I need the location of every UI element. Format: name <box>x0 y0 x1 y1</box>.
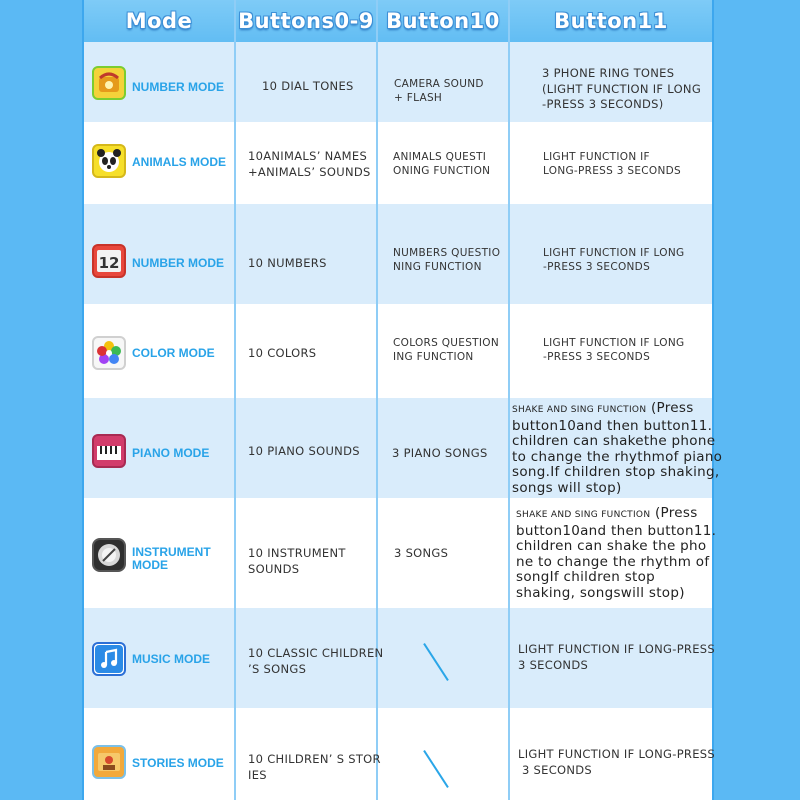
buttons-0-9-cell: 10 DIAL TONES <box>262 79 354 93</box>
button-11-cell: LIGHT FUNCTION IF LONG-PRESS 3 SECONDS <box>518 642 715 672</box>
phone-icon <box>92 66 126 100</box>
mode-label: ANIMALS MODE <box>132 155 226 169</box>
buttons-0-9-cell: 10 CHILDREN’ S STOR IES <box>248 752 381 782</box>
button-11-cell: 3 PHONE RING TONES (LIGHT FUNCTION IF LONG -PRESS 3 SECONDS) <box>542 66 702 111</box>
music-note-icon <box>92 642 126 676</box>
column-divider <box>508 0 510 800</box>
button-11-cell: LIGHT FUNCTION IF LONG -PRESS 3 SECONDS <box>543 247 685 273</box>
shake-sing-label: SHAKE AND SING FUNCTION <box>516 510 651 520</box>
instrument-icon <box>92 538 126 572</box>
table-header <box>84 0 712 42</box>
buttons-0-9-cell: 10ANIMALS’ NAMES +ANIMALS’ SOUNDS <box>248 149 371 179</box>
header-buttons-0-9: Buttons0-9 <box>238 9 374 33</box>
mode-label: STORIES MODE <box>132 756 224 770</box>
buttons-0-9-cell: 10 INSTRUMENT SOUNDS <box>248 546 346 576</box>
mode-label: COLOR MODE <box>132 346 215 360</box>
story-icon <box>92 745 126 779</box>
button-10-cell: 3 PIANO SONGS <box>392 446 488 460</box>
button-11-cell: LIGHT FUNCTION IF LONG-PRESS 3 SECONDS <box>518 747 715 777</box>
button-11-cell: LIGHT FUNCTION IF LONG-PRESS 3 SECONDS <box>543 151 681 177</box>
mode-label: INSTRUMENT MODE <box>132 545 211 572</box>
shake-sing-label: SHAKE AND SING FUNCTION <box>512 405 647 415</box>
flower-icon <box>92 336 126 370</box>
button-10-cell: 3 SONGS <box>394 546 449 560</box>
header-button-10: Button10 <box>386 9 500 33</box>
column-divider <box>376 0 378 800</box>
svg-text:12: 12 <box>98 254 120 272</box>
button-10-cell: COLORS QUESTION ING FUNCTION <box>393 337 500 363</box>
buttons-0-9-cell: 10 CLASSIC CHILDREN ’S SONGS <box>248 646 384 676</box>
panda-icon <box>92 144 126 178</box>
buttons-0-9-cell: 10 NUMBERS <box>248 256 327 270</box>
mode-label: NUMBER MODE <box>132 80 224 94</box>
buttons-0-9-cell: 10 PIANO SOUNDS <box>248 444 360 458</box>
mode-label: MUSIC MODE <box>132 652 210 666</box>
button-10-cell: CAMERA SOUND + FLASH <box>394 78 484 104</box>
button-11-cell: LIGHT FUNCTION IF LONG -PRESS 3 SECONDS <box>543 337 685 363</box>
piano-icon <box>92 434 126 468</box>
header-button-11: Button11 <box>554 9 668 33</box>
mode-label: NUMBER MODE <box>132 256 224 270</box>
mode-table <box>84 0 723 800</box>
column-divider <box>234 0 236 800</box>
button-11-cell: SHAKE AND SING FUNCTION (Press button10and then button11. children can shakethe phone to change the rhythmof piano song.If children stop shaking, songs will stop) <box>512 400 723 496</box>
button-10-cell: NUMBERS QUESTIO NING FUNCTION <box>393 247 501 273</box>
button-10-cell: ANIMALS QUESTI ONING FUNCTION <box>393 151 491 177</box>
calendar-12-icon <box>92 244 126 278</box>
header-mode: Mode <box>125 9 193 33</box>
mode-label: PIANO MODE <box>132 446 210 460</box>
button-11-cell: SHAKE AND SING FUNCTION (Press button10and then button11. children can shake the pho ne to change the rhythm of songIf children stop shaking, songswill stop) <box>516 505 717 601</box>
buttons-0-9-cell: 10 COLORS <box>248 346 317 360</box>
